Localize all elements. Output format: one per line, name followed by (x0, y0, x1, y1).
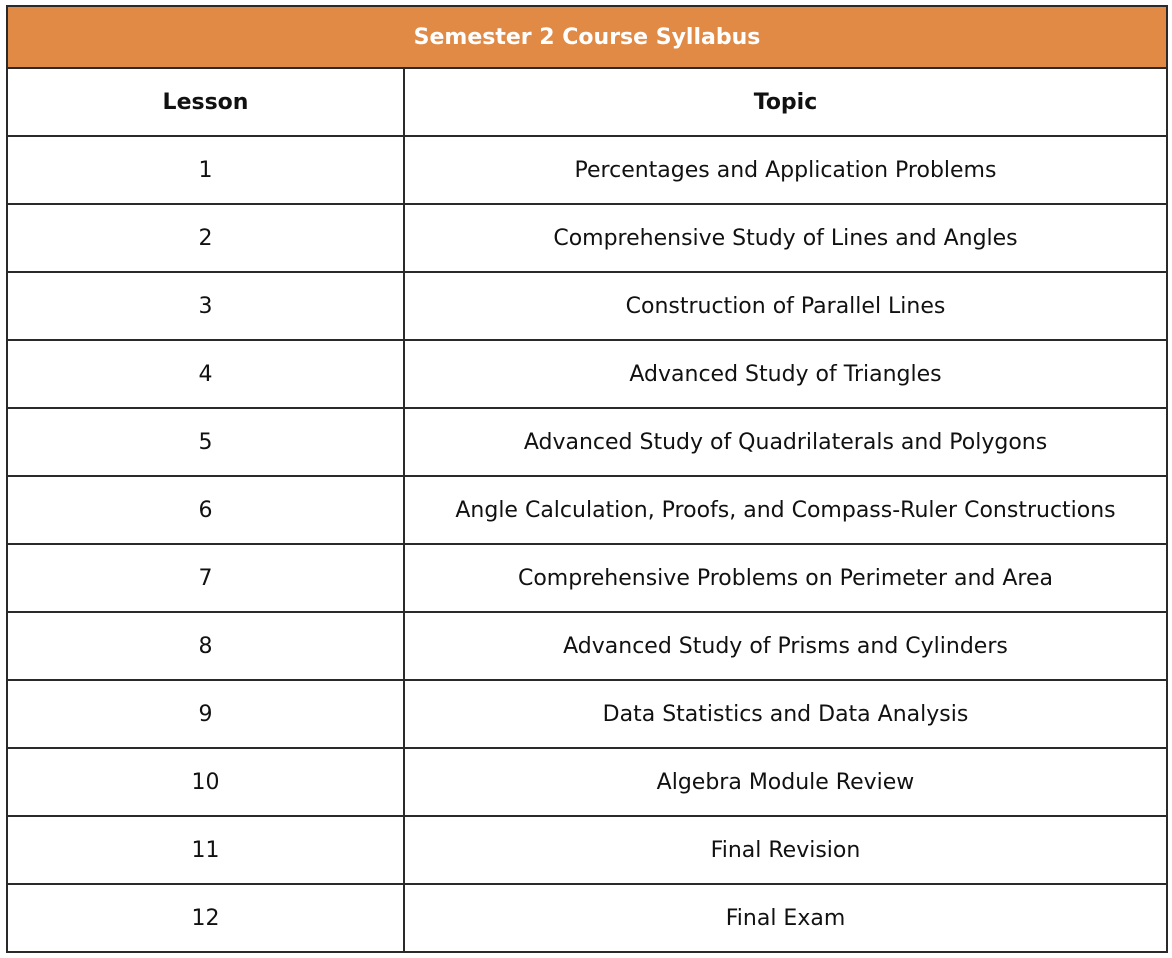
table-row (7, 476, 1167, 544)
lesson-number: 9 (7, 680, 404, 748)
lesson-topic: Final Exam (404, 884, 1167, 952)
lesson-number: 12 (7, 884, 404, 952)
lesson-number: 4 (7, 340, 404, 408)
table-row (7, 408, 1167, 476)
lesson-number: 2 (7, 204, 404, 272)
lesson-topic: Final Revision (404, 816, 1167, 884)
table-row (7, 272, 1167, 340)
lesson-topic: Data Statistics and Data Analysis (404, 680, 1167, 748)
lesson-number: 5 (7, 408, 404, 476)
lesson-number: 7 (7, 544, 404, 612)
header-row (7, 68, 1167, 136)
lesson-topic: Advanced Study of Prisms and Cylinders (404, 612, 1167, 680)
lesson-topic: Advanced Study of Triangles (404, 340, 1167, 408)
table-row (7, 340, 1167, 408)
lesson-topic: Angle Calculation, Proofs, and Compass-Ruler Constructions (404, 476, 1167, 544)
table-row (7, 748, 1167, 816)
lesson-topic: Percentages and Application Problems (404, 136, 1167, 204)
lesson-number: 6 (7, 476, 404, 544)
topic-column-header: Topic (404, 68, 1167, 136)
table-row (7, 816, 1167, 884)
title-row (7, 6, 1167, 68)
lesson-topic: Algebra Module Review (404, 748, 1167, 816)
lesson-number: 3 (7, 272, 404, 340)
table-row (7, 136, 1167, 204)
lesson-topic: Comprehensive Problems on Perimeter and Area (404, 544, 1167, 612)
table-title: Semester 2 Course Syllabus (7, 6, 1167, 68)
table-row (7, 544, 1167, 612)
table-row (7, 884, 1167, 952)
lesson-topic: Advanced Study of Quadrilaterals and Polygons (404, 408, 1167, 476)
lesson-number: 1 (7, 136, 404, 204)
lesson-number: 10 (7, 748, 404, 816)
lesson-topic: Comprehensive Study of Lines and Angles (404, 204, 1167, 272)
lesson-column-header: Lesson (7, 68, 404, 136)
table-row (7, 680, 1167, 748)
table-row (7, 204, 1167, 272)
syllabus-table (6, 5, 1168, 953)
lesson-topic: Construction of Parallel Lines (404, 272, 1167, 340)
lesson-number: 11 (7, 816, 404, 884)
syllabus-container (6, 5, 1166, 953)
table-row (7, 612, 1167, 680)
lesson-number: 8 (7, 612, 404, 680)
